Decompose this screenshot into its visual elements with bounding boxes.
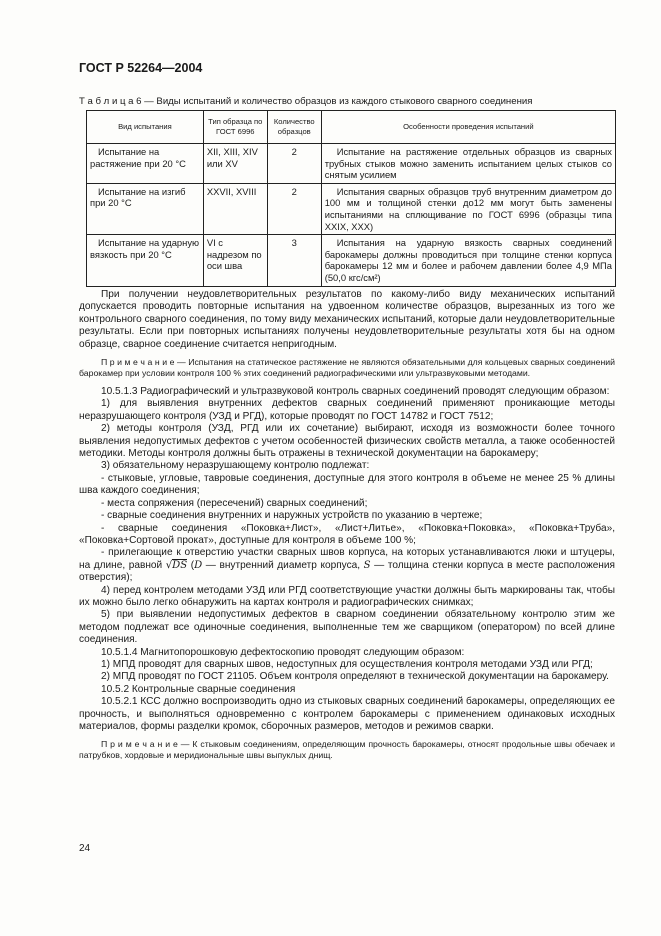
cell-sample-type: XII, XIII, XIV или XV [203,144,267,184]
column-header-count: Количество образцов [267,111,321,144]
note-label: П р и м е ч а н и е [101,357,175,368]
document-code: ГОСТ Р 52264—2004 [79,61,203,75]
cell-test: Испытание на ударную вязкость при 20 °С [87,235,204,286]
cell-features: Испытание на растяжение отдельных образцов из сварных трубных стыков можно заменить испытанием целых стыков со снятым усилием [321,144,615,184]
list-item: 2) МПД проводят по ГОСТ 21105. Объем контроля определяют в технической документации на барокамеру. [101,671,609,683]
cell-features: Испытания на ударную вязкость сварных соединений барокамеры должны проводиться при толщине стенки корпуса барокамеры 12 мм и более и рабочем давлении более 4,9 МПа (50,0 кгс/см²) [321,235,615,286]
column-header-features: Особенности проведения испытаний [321,111,615,144]
list-item: - места сопряжения (пересечений) сварных соединений; [101,497,368,509]
cell-test: Испытание на изгиб при 20 °С [87,183,204,234]
list-item: 5) при выявлении недопустимых дефектов в сварном соединении обязательному контролю этим же методом подлежат все одиночные соединения, выполненные тем же сварщиком (оператором) по всей длине соединения. [79,609,615,646]
body-text [79,289,615,768]
table-row [87,183,616,234]
symbol-d: D [194,559,203,571]
cell-sample-type: XXVII, XVIII [203,183,267,234]
paragraph-10-5-1-3: 10.5.1.3 Радиографический и ультразвуковой контроль сварных соединений проводят следующим образом: [101,386,610,398]
paragraph-repeat-tests: При получении неудовлетворительных результатов по какому-либо виду механических испытаний допускается проводить повторные испытания на удвоенном количестве образцов, вырезанных из того же контрольного сварного соединения, по тому виду механических испытаний, которые дали неудовлетворительные результаты. Если при повторных испытаниях получены неудовлетворительные результаты хотя бы на одном образце, сварное соединение считается непригодным. [79,289,615,350]
table-header-row [87,111,616,144]
list-item: 3) обязательному неразрушающему контролю подлежат: [101,460,370,472]
cell-count: 3 [267,235,321,286]
cell-features: Испытания сварных образцов труб внутренним диаметром до 100 мм и толщиной стенки до12 мм могут быть заменены испытаниями на сплющивание по ГОСТ 6996 (образцы типа XXIX, XXX) [321,183,615,234]
table-caption [79,96,599,107]
formula-ds: DS [172,559,188,571]
list-item-openings: - прилегающие к отверстию участки сварных швов корпуса, на которых устанавливаются люки и штуцеры, на длине, равной √DS (D — внутренний диаметр корпуса, S — толщина стенки корпуса в месте расположения отверстия); [79,547,615,584]
table-row [87,144,616,184]
paragraph-10-5-1-4: 10.5.1.4 Магнитопорошковую дефектоскопию проводят следующим образом: [101,646,465,658]
note-text: — К стыковым соединениям, определяющим прочность барокамеры, относят продольные швы обечаек и патрубков, хордовые и меридиональные швы выпуклых днищ. [79,739,615,761]
sqrt-symbol: √ [165,559,173,571]
symbol-s: S [363,559,371,571]
table-caption-label: Т а б л и ц а [79,96,134,107]
cell-sample-type: VI с надрезом по оси шва [203,235,267,286]
paragraph-10-5-2-1: 10.5.2.1 КСС должно воспроизводить одно из стыковых сварных соединений барокамеры, определяющих ее прочность, и выполняться одновременно с контролем барокамеры с применением одинаковых исходных материалов, формы разделки кромок, сборочных размеров, методов и режимов сварки. [79,696,615,732]
tests-table [86,110,616,287]
list-item: 1) для выявления внутренних дефектов сварных соединений применяют проникающие методы неразрушающего контроля (УЗД и РГД), которые проводят по ГОСТ 14782 и ГОСТ 7512; [79,398,615,422]
list-item: 1) МПД проводят для сварных швов, недоступных для осуществления контроля методами УЗД или РГД; [101,658,593,670]
note-text: — Испытания на статическое растяжение не являются обязательными для кольцевых сварных соединений барокамер при условии контроля 100 % этих соединений радиографическими или ультразвуковыми методами. [79,357,615,379]
note-label: П р и м е ч а н и е [101,739,178,750]
list-item: 2) методы контроля (УЗД, РГД или их сочетание) выбирают, исходя из возможности более точного выявления недопустимых дефектов с учетом особенностей физических свойств металла, а также особенностей методики. Методы контроля должны быть отражены в технической документации на барокамеру; [79,423,615,460]
column-header-test: Вид испытания [87,111,204,144]
list-item: - сварные соединения внутренних и наружных устройств по указанию в чертеже; [101,510,483,522]
list-item: 4) перед контролем методами УЗД или РГД соответствующие участки должны быть маркированы так, чтобы их можно было легко обнаружить на картах контроля и радиографических снимках; [79,584,615,608]
column-header-sample-type: Тип образца по ГОСТ 6996 [203,111,267,144]
table-row [87,235,616,286]
page-number: 24 [79,843,91,854]
cell-count: 2 [267,183,321,234]
note-butt-joints [79,739,615,761]
table-caption-text: 6 — Виды испытаний и количество образцов из каждого стыкового сварного соединения [136,96,533,107]
list-item: - сварные соединения «Поковка+Лист», «Лист+Литье», «Поковка+Поковка», «Поковка+Труба», «Поковка+Сортовой прокат», доступные для контроля в объеме 100 %; [79,522,615,546]
note-static-tension [79,357,615,379]
cell-test: Испытание на растяжение при 20 °С [87,144,204,184]
section-heading-10-5-2: 10.5.2 Контрольные сварные соединения [101,683,296,695]
list-item: - стыковые, угловые, тавровые соединения, доступные для этого контроля в объеме не менее 25 % длины шва каждого соединения; [79,472,615,497]
cell-count: 2 [267,144,321,184]
